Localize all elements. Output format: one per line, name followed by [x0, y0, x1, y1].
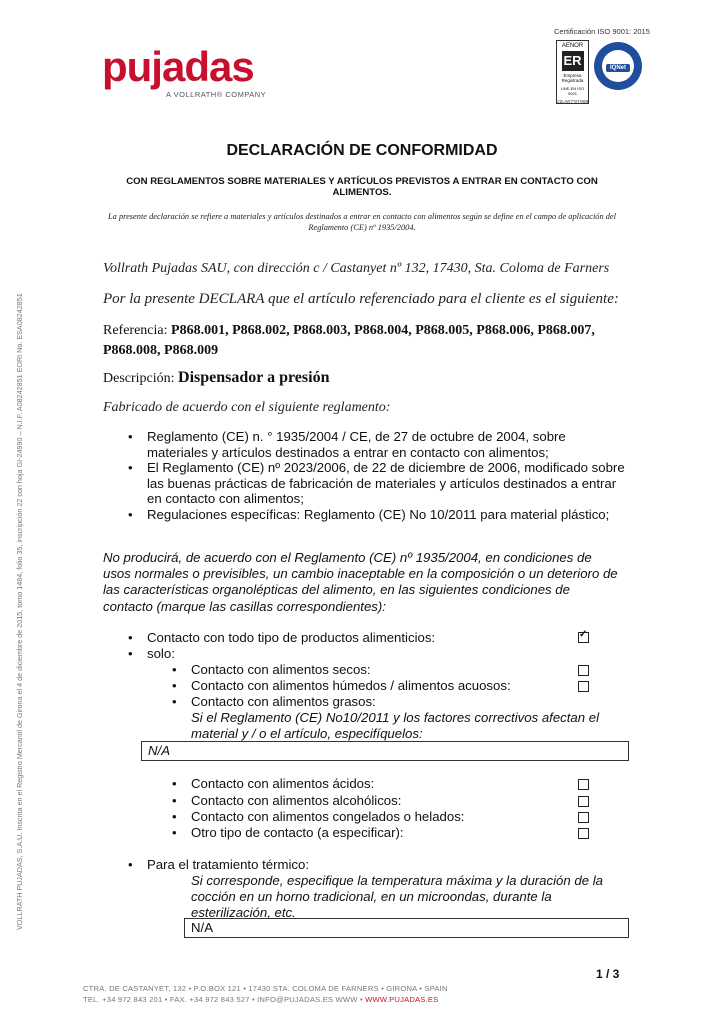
- page-number: 1 / 3: [596, 967, 620, 981]
- contact-alcohol-label: Contacto con alimentos alcohólicos:: [191, 793, 402, 808]
- contact-acid-checkbox[interactable]: [578, 779, 589, 790]
- aenor-seal-mark: ER: [562, 51, 584, 71]
- list-item: • El Reglamento (CE) nº 2023/2006, de 22 de diciembre de 2006, modificado sobre las buenas prácticas de fabricación de materiales y artículos destinados a entrar en contacto con alimentos;: [128, 460, 628, 507]
- no-producira-paragraph: No producirá, de acuerdo con el Reglamento (CE) nº 1935/2004, en condiciones de usos normales o previsibles, un cambio inaceptable en la composición o un deterioro de las características organolépticas del alimento, en las siguientes condiciones de contacto (marque las casillas correspondientes):: [103, 550, 618, 614]
- aenor-seal-text: Empresa Registrada: [561, 73, 584, 83]
- contact-alcohol-checkbox[interactable]: [578, 796, 589, 807]
- reference-line: [103, 321, 633, 361]
- bullet: •: [172, 825, 177, 840]
- company-address: Vollrath Pujadas SAU, con dirección c / Castanyet nº 132, 17430, Sta. Coloma de Farners: [103, 261, 610, 276]
- aenor-seal-standard: UNE-EN ISO 9001: [560, 86, 585, 96]
- reference-value: P868.001, P868.002, P868.003, P868.004, P868.005, P868.006, P868.007, P868.008, P868.009: [103, 323, 595, 358]
- logo-wordmark: pujadas: [102, 43, 254, 90]
- list-item: • Reglamento (CE) n. ° 1935/2004 / CE, de 27 de octubre de 2004, sobre materiales y artículos destinados a entrar en contacto con alimentos;: [128, 429, 628, 460]
- description-label: Descripción:: [103, 371, 179, 386]
- contact-dry-label: Contacto con alimentos secos:: [191, 662, 371, 677]
- description-line: [103, 369, 329, 387]
- contact-wet-label: Contacto con alimentos húmedos / alimentos acuosos:: [191, 678, 511, 693]
- iqnet-seal-label: IQNet: [606, 64, 630, 72]
- footer-contact: [83, 995, 438, 1004]
- contact-acid-label: Contacto con alimentos ácidos:: [191, 776, 375, 791]
- thermal-specification-field[interactable]: N/A: [184, 918, 629, 938]
- document-subtitle: CON REGLAMENTOS SOBRE MATERIALES Y ARTÍCULOS PREVISTOS A ENTRAR EN CONTACTO CON ALIMENTOS.: [126, 176, 598, 198]
- regulation-list: [128, 429, 628, 522]
- company-logo: [102, 43, 282, 99]
- contact-fatty-label: Contacto con alimentos grasos:: [191, 694, 376, 709]
- bullet: •: [128, 857, 133, 872]
- thermal-label: Para el tratamiento térmico:: [147, 857, 309, 872]
- iso-certification-label: Certificación ISO 9001: 2015: [554, 27, 650, 36]
- footer-address: CTRA. DE CASTANYET, 132 • P.O.BOX 121 • 17430 STA. COLOMA DE FARNERS • GIRONA • SPAIN: [83, 984, 448, 993]
- bullet: •: [172, 776, 177, 791]
- bullet: •: [172, 678, 177, 693]
- bullet: •: [172, 662, 177, 677]
- bullet: •: [128, 646, 133, 661]
- contact-other-label: Otro tipo de contacto (a especificar):: [191, 825, 404, 840]
- contact-all-label: Contacto con todo tipo de productos alimenticios:: [147, 630, 436, 645]
- contact-all-checkbox[interactable]: [578, 632, 589, 643]
- footer-contact-text: TEL. +34 972 843 201 • FAX. +34 972 843 527 • INFO@PUJADAS.ES WWW •: [83, 995, 363, 1004]
- aenor-seal: [556, 40, 589, 104]
- footer-website-link[interactable]: WWW.PUJADAS.ES: [365, 995, 439, 1004]
- thermal-note: Si corresponde, especifique la temperatura máxima y la duración de la cocción en un horno tradicional, en un microondas, durante la esterilización, etc.: [191, 873, 603, 920]
- registry-side-text: VOLLRATH PUJADAS, S.A.U. Inscrita en el Registro Mercantil de Girona el 4 de diciembre de 2015, tomo 1484, folio 35, inscripción 22 con hoja GI-24990 – N.I.F. A08242851 EORI No. ESA08242851: [15, 293, 24, 930]
- aenor-seal-top: AENOR: [561, 43, 584, 49]
- bullet: •: [172, 694, 177, 709]
- contact-frozen-label: Contacto con alimentos congelados o helados:: [191, 809, 465, 824]
- solo-label: solo:: [147, 646, 175, 661]
- logo-subtitle: A VOLLRATH® COMPANY: [166, 90, 267, 99]
- contact-other-checkbox[interactable]: [578, 828, 589, 839]
- bullet: •: [128, 630, 133, 645]
- manufactured-statement: Fabricado de acuerdo con el siguiente reglamento:: [103, 400, 391, 415]
- declaration-statement: Por la presente DECLARA que el artículo referenciado para el cliente es el siguiente:: [103, 291, 619, 307]
- description-value: Dispensador a presión: [178, 369, 330, 386]
- contact-dry-checkbox[interactable]: [578, 665, 589, 676]
- reference-label: Referencia:: [103, 323, 172, 338]
- document-title: DECLARACIÓN DE CONFORMIDAD: [226, 142, 498, 159]
- contact-wet-checkbox[interactable]: [578, 681, 589, 692]
- iqnet-seal: [594, 42, 642, 90]
- list-item: • Regulaciones específicas: Reglamento (CE) No 10/2011 para material plástico;: [128, 507, 628, 523]
- contact-frozen-checkbox[interactable]: [578, 812, 589, 823]
- aenor-code: ER-0673/1998: [556, 100, 589, 106]
- intro-paragraph: La presente declaración se refiere a materiales y artículos destinados a entrar en contacto con alimentos según se define en el campo de aplicación del Reglamento (CE) nº 1935/2004.: [108, 212, 616, 232]
- fatty-specification-field[interactable]: N/A: [141, 741, 629, 761]
- bullet: •: [172, 809, 177, 824]
- bullet: •: [172, 793, 177, 808]
- contact-fatty-note: Si el Reglamento (CE) No10/2011 y los factores correctivos afectan el material y / o el artículo, especifíquelos:: [191, 710, 600, 741]
